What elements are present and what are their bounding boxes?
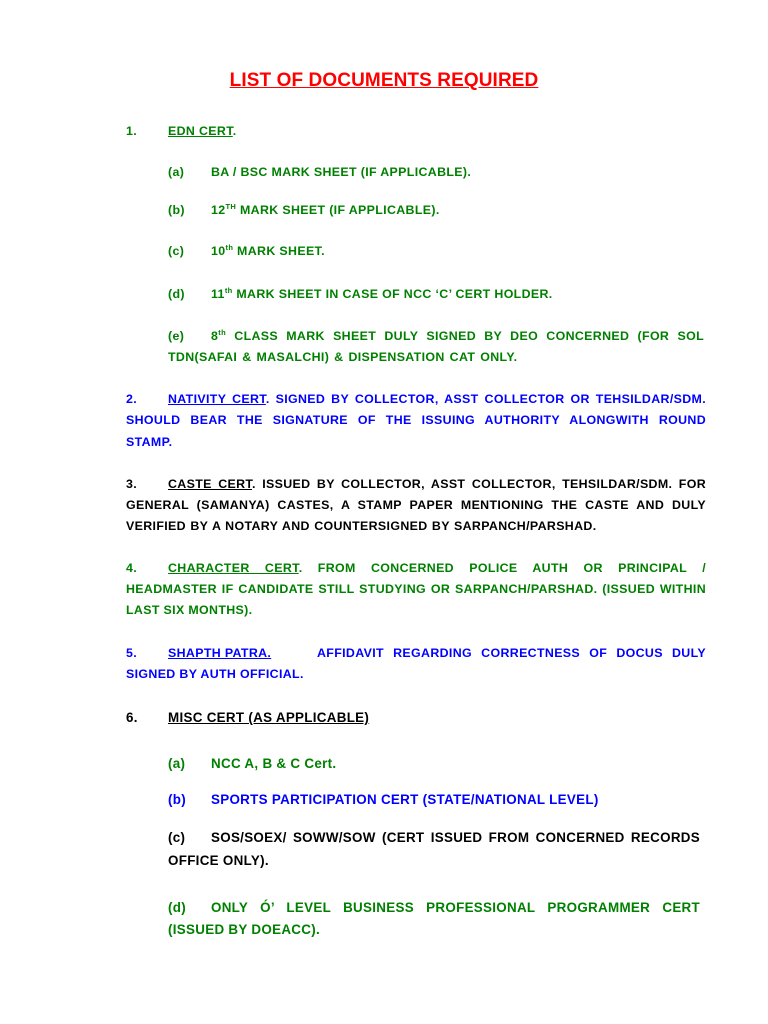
edn-sub-c-rest: MARK SHEET. [233, 244, 325, 258]
misc-sub-c-line2: OFFICE ONLY). [168, 853, 269, 868]
edn-sub-e-line1 [211, 329, 704, 343]
misc-sub-a-text: NCC A, B & C Cert. [211, 756, 337, 771]
item-edn-heading [168, 124, 237, 138]
item-shapth-label: SHAPTH PATRA. [168, 646, 272, 660]
misc-sub-d-line1: ONLY Ó’ LEVEL BUSINESS PROFESSIONAL PROGRAMMER CERT [211, 900, 700, 915]
edn-sub-d-rest: MARK SHEET IN CASE OF NCC ‘C’ CERT HOLDER. [232, 287, 553, 301]
item-character-number: 4. [126, 561, 138, 575]
item-character-label: CHARACTER CERT [168, 561, 299, 575]
edn-sub-e-sup: th [218, 328, 227, 337]
misc-sub-d-marker: (d) [168, 900, 186, 915]
misc-sub-b-text: SPORTS PARTICIPATION CERT (STATE/NATIONAL LEVEL) [211, 792, 599, 807]
item-misc-label: MISC CERT (AS APPLICABLE) [168, 710, 370, 725]
item-edn-tail: . [232, 124, 237, 138]
misc-sub-b-marker: (b) [168, 792, 186, 807]
item-caste-rest: . ISSUED BY COLLECTOR, ASST COLLECTOR, TEHSILDAR/SDM. FOR [251, 477, 706, 491]
edn-sub-d-text [211, 287, 553, 301]
item-nativity-label: NATIVITY CERT [168, 392, 266, 406]
edn-sub-d-sup: th [224, 286, 233, 295]
edn-sub-b-pre: 12 [211, 203, 226, 217]
edn-sub-b-text [211, 203, 440, 217]
edn-sub-a-marker: (a) [168, 165, 185, 179]
misc-sub-c-line1: SOS/SOEX/ SOWW/SOW (CERT ISSUED FROM CONCERNED RECORDS [211, 830, 700, 845]
misc-sub-a-marker: (a) [168, 756, 186, 771]
item-nativity-line3: STAMP. [126, 435, 173, 449]
item-misc-number: 6. [126, 710, 138, 725]
edn-sub-e-rest: CLASS MARK SHEET DULY SIGNED BY DEO CONCERNED (FOR SOL [226, 329, 704, 343]
misc-sub-d-line2: (ISSUED BY DOEACC). [168, 922, 321, 937]
item-nativity-line2: SHOULD BEAR THE SIGNATURE OF THE ISSUING AUTHORITY ALONGWITH ROUND [126, 413, 706, 427]
edn-sub-c-sup: th [225, 243, 234, 252]
item-caste-line1 [168, 477, 706, 491]
misc-sub-c-marker: (c) [168, 830, 186, 845]
edn-sub-b-marker: (b) [168, 203, 185, 217]
edn-sub-e-pre: 8 [211, 329, 219, 343]
item-edn-label: EDN CERT [168, 124, 233, 138]
item-shapth-line1: AFFIDAVIT REGARDING CORRECTNESS OF DOCUS DULY [317, 646, 706, 660]
item-edn-number: 1. [126, 124, 138, 138]
item-caste-line3: VERIFIED BY A NOTARY AND COUNTERSIGNED BY SARPANCH/PARSHAD. [126, 519, 597, 533]
item-character-line2: HEADMASTER IF CANDIDATE STILL STUDYING OR SARPANCH/PARSHAD. (ISSUED WITHIN [126, 582, 706, 596]
edn-sub-c-text [211, 244, 325, 258]
edn-sub-c-marker: (c) [168, 244, 185, 258]
edn-sub-d-marker: (d) [168, 287, 185, 301]
page-title: LIST OF DOCUMENTS REQUIRED [229, 70, 539, 91]
edn-sub-e-line2: TDN(SAFAI & MASALCHI) & DISPENSATION CAT ONLY. [168, 350, 518, 364]
edn-sub-a-text: BA / BSC MARK SHEET (IF APPLICABLE). [211, 165, 472, 179]
item-nativity-rest: . SIGNED BY COLLECTOR, ASST COLLECTOR OR TEHSILDAR/SDM. [265, 392, 706, 406]
item-nativity-line1 [168, 392, 706, 406]
item-character-rest: . FROM CONCERNED POLICE AUTH OR PRINCIPAL / [298, 561, 706, 575]
item-character-line3: LAST SIX MONTHS). [126, 603, 253, 617]
item-shapth-line2: SIGNED BY AUTH OFFICIAL. [126, 667, 304, 681]
edn-sub-b-rest: MARK SHEET (IF APPLICABLE). [236, 203, 440, 217]
edn-sub-b-sup: TH [225, 202, 237, 211]
edn-sub-d-pre: 11 [211, 287, 225, 301]
item-shapth-number: 5. [126, 646, 138, 660]
item-caste-label: CASTE CERT [168, 477, 252, 491]
edn-sub-e-marker: (e) [168, 329, 185, 343]
item-caste-number: 3. [126, 477, 138, 491]
item-nativity-number: 2. [126, 392, 138, 406]
item-caste-line2: GENERAL (SAMANYA) CASTES, A STAMP PAPER MENTIONING THE CASTE AND DULY [126, 498, 706, 512]
item-character-line1 [168, 561, 706, 575]
edn-sub-c-pre: 10 [211, 244, 226, 258]
